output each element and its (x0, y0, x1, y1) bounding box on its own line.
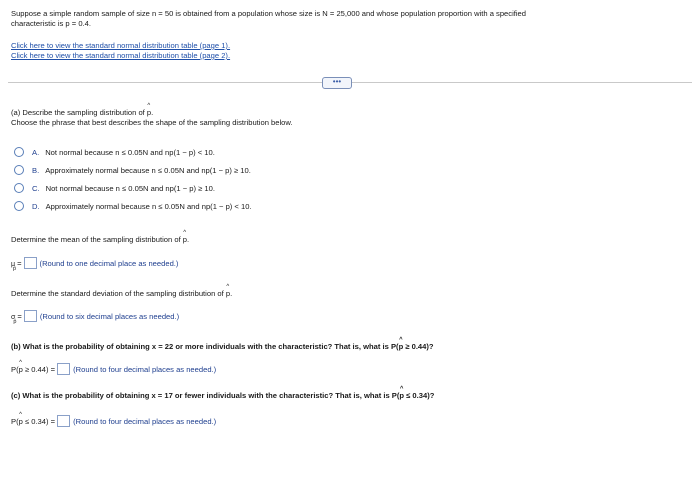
part-c-answer-row: P(^ p ≤ 0.34) = (Round to four decimal places as needed.) (11, 416, 216, 428)
part-b-answer-input[interactable] (57, 363, 70, 375)
normal-table-page2-link[interactable]: Click here to view the standard normal distribution table (page 2). (11, 51, 231, 60)
sd-answer-input[interactable] (24, 310, 37, 322)
normal-table-page1-link[interactable]: Click here to view the standard normal distribution table (page 1). (11, 41, 231, 50)
problem-statement-line-1: Suppose a simple random sample of size n = 50 is obtained from a population whose size is N = 25,000 and whose population proportion with a specified (11, 9, 526, 18)
mean-answer-row: $\mu_{p̂}=$ (Round to one decimal place as needed.) (11, 259, 179, 272)
sd-hint: (Round to six decimal places as needed.) (39, 312, 180, 321)
option-a[interactable]: A. Not normal because n ≤ 0.05N and np(1 − p) < 10. (14, 148, 215, 158)
problem-statement-line-2: characteristic is p = 0.4. (11, 19, 91, 28)
part-b-hint: (Round to four decimal places as needed.) (73, 365, 217, 374)
part-a-instruction: Choose the phrase that best describes the shape of the sampling distribution below. (11, 118, 293, 127)
mean-answer-input[interactable] (24, 257, 37, 269)
option-b[interactable]: B. Approximately normal because n ≤ 0.05N and np(1 − p) ≥ 10. (14, 166, 251, 176)
part-a-title: (a) Describe the sampling distribution of ^ p. (11, 108, 153, 117)
option-d[interactable]: D. Approximately normal because n ≤ 0.05N and np(1 − p) < 10. (14, 202, 252, 212)
expand-more-button[interactable]: ••• (322, 77, 352, 89)
option-c[interactable]: C. Not normal because n ≤ 0.05N and np(1 − p) ≥ 10. (14, 184, 215, 194)
option-b-radio[interactable] (14, 165, 24, 175)
part-c-question: (c) What is the probability of obtaining x = 17 or fewer individuals with the characteristic? That is, what is P(^ p ≤ 0.34)? (11, 391, 434, 400)
part-c-answer-input[interactable] (57, 415, 70, 427)
sd-prompt: Determine the standard deviation of the sampling distribution of ^ p. (11, 289, 232, 298)
option-d-radio[interactable] (14, 201, 24, 211)
part-b-question: (b) What is the probability of obtaining x = 22 or more individuals with the characteristic? That is, what is P(^ p ≥ 0.44)? (11, 342, 434, 351)
option-c-radio[interactable] (14, 183, 24, 193)
sd-answer-row: $\sigma_{p̂}=$ (Round to six decimal places as needed.) (11, 312, 180, 325)
option-a-radio[interactable] (14, 147, 24, 157)
mean-prompt: Determine the mean of the sampling distribution of ^ p. (11, 235, 189, 244)
part-c-hint: (Round to four decimal places as needed.) (73, 417, 217, 426)
mean-hint: (Round to one decimal place as needed.) (39, 259, 179, 268)
part-b-answer-row: P(^ p ≥ 0.44) = (Round to four decimal places as needed.) (11, 364, 216, 376)
